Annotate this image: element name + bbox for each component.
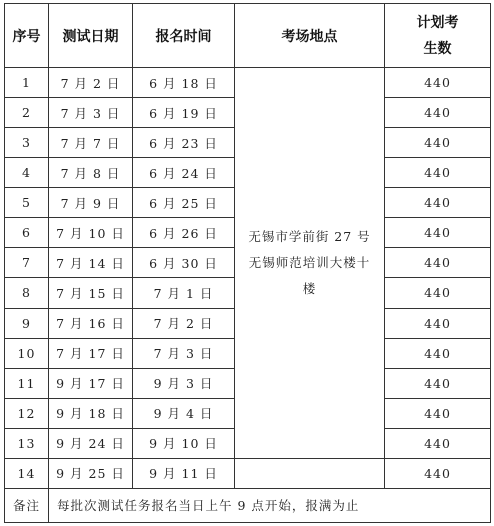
- note-row: [5, 488, 491, 522]
- header-plan-count: [385, 4, 491, 68]
- table-row: [5, 68, 491, 98]
- cell-signup-time: 7 月 3 日: [133, 338, 235, 368]
- cell-seq: 9: [5, 308, 49, 338]
- cell-seq: 12: [5, 398, 49, 428]
- cell-seq: 5: [5, 188, 49, 218]
- cell-seq: 1: [5, 68, 49, 98]
- cell-count: 440: [385, 68, 491, 98]
- header-location: 考场地点: [235, 4, 385, 68]
- cell-count: 440: [385, 218, 491, 248]
- cell-signup-time: 9 月 3 日: [133, 368, 235, 398]
- cell-count: 440: [385, 458, 491, 488]
- cell-venue: [235, 68, 385, 459]
- cell-test-date: 7 月 17 日: [49, 338, 133, 368]
- cell-signup-time: 6 月 18 日: [133, 68, 235, 98]
- cell-test-date: 7 月 10 日: [49, 218, 133, 248]
- cell-seq: 7: [5, 248, 49, 278]
- header-seq: 序号: [5, 4, 49, 68]
- cell-signup-time: 6 月 26 日: [133, 218, 235, 248]
- cell-seq: 2: [5, 98, 49, 128]
- cell-count: 440: [385, 128, 491, 158]
- cell-count: 440: [385, 188, 491, 218]
- cell-seq: 6: [5, 218, 49, 248]
- cell-test-date: 9 月 25 日: [49, 458, 133, 488]
- cell-test-date: 7 月 9 日: [49, 188, 133, 218]
- cell-test-date: 7 月 8 日: [49, 158, 133, 188]
- header-plan-count-line1: 计划考: [416, 14, 459, 31]
- cell-signup-time: 7 月 1 日: [133, 278, 235, 308]
- cell-seq: 4: [5, 158, 49, 188]
- cell-seq: 14: [5, 458, 49, 488]
- header-test-date: 测试日期: [49, 4, 133, 68]
- note-label: 备注: [5, 488, 49, 522]
- cell-test-date: 7 月 2 日: [49, 68, 133, 98]
- venue-line1: 无锡市学前街 27 号: [248, 228, 371, 244]
- cell-test-date: 9 月 24 日: [49, 428, 133, 458]
- cell-test-date: 9 月 18 日: [49, 398, 133, 428]
- exam-schedule-table: [4, 3, 491, 523]
- cell-signup-time: 6 月 25 日: [133, 188, 235, 218]
- cell-test-date: 7 月 15 日: [49, 278, 133, 308]
- cell-signup-time: 9 月 4 日: [133, 398, 235, 428]
- cell-test-date: 9 月 17 日: [49, 368, 133, 398]
- cell-test-date: 7 月 16 日: [49, 308, 133, 338]
- cell-count: 440: [385, 428, 491, 458]
- venue-line3: 楼: [302, 280, 317, 296]
- cell-test-date: 7 月 14 日: [49, 248, 133, 278]
- cell-count: 440: [385, 98, 491, 128]
- cell-test-date: 7 月 3 日: [49, 98, 133, 128]
- cell-signup-time: 6 月 23 日: [133, 128, 235, 158]
- cell-seq: 8: [5, 278, 49, 308]
- cell-seq: 11: [5, 368, 49, 398]
- cell-count: 440: [385, 158, 491, 188]
- cell-signup-time: 6 月 24 日: [133, 158, 235, 188]
- cell-count: 440: [385, 398, 491, 428]
- cell-count: 440: [385, 278, 491, 308]
- cell-seq: 3: [5, 128, 49, 158]
- venue-line2: 无锡师范培训大楼十: [248, 254, 371, 270]
- note-text: 每批次测试任务报名当日上午 9 点开始，报满为止: [49, 488, 491, 522]
- cell-signup-time: 9 月 11 日: [133, 458, 235, 488]
- cell-signup-time: 9 月 10 日: [133, 428, 235, 458]
- cell-signup-time: 7 月 2 日: [133, 308, 235, 338]
- cell-count: 440: [385, 368, 491, 398]
- cell-count: 440: [385, 248, 491, 278]
- cell-seq: 10: [5, 338, 49, 368]
- table-row: [5, 458, 491, 488]
- cell-signup-time: 6 月 19 日: [133, 98, 235, 128]
- cell-seq: 13: [5, 428, 49, 458]
- header-signup-time: 报名时间: [133, 4, 235, 68]
- table-header-row: [5, 4, 491, 68]
- header-plan-count-line2: 生数: [423, 40, 452, 57]
- cell-signup-time: 6 月 30 日: [133, 248, 235, 278]
- cell-test-date: 7 月 7 日: [49, 128, 133, 158]
- cell-count: 440: [385, 308, 491, 338]
- cell-venue-empty: [235, 458, 385, 488]
- cell-count: 440: [385, 338, 491, 368]
